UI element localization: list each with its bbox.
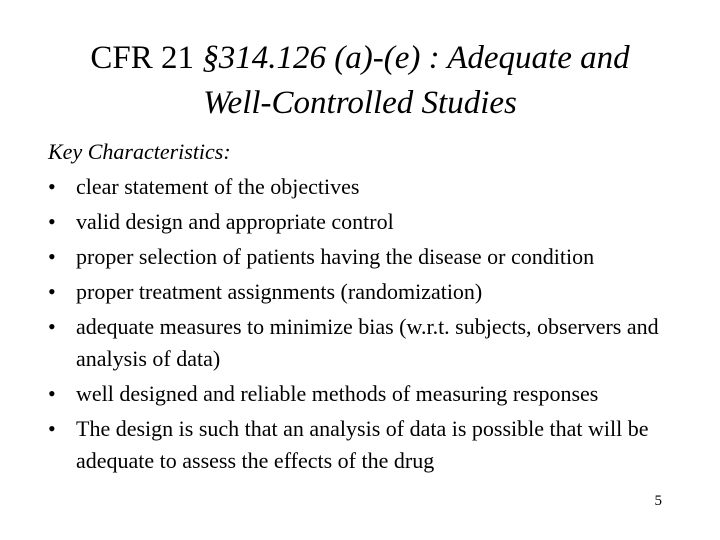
bullet-icon: • [48, 244, 56, 269]
bullet-icon: • [48, 314, 56, 339]
slide-body [48, 136, 688, 480]
page-number: 5 [654, 493, 662, 509]
bullet-item [48, 378, 688, 410]
bullet-text: clear statement of the objectives [76, 174, 360, 199]
bullet-icon: • [48, 416, 56, 441]
bullet-icon: • [48, 279, 56, 304]
bullet-icon: • [48, 209, 56, 234]
title-emphasis: §314.126 (a)-(e) : Adequate and [202, 40, 630, 76]
bullet-text: adequate measures to minimize bias (w.r.t. subjects, observers and analysis of data) [76, 314, 659, 371]
bullet-text: well designed and reliable methods of measuring responses [76, 381, 599, 406]
bullet-text: The design is such that an analysis of data is possible that will be adequate to assess the effects of the drug [76, 416, 649, 473]
bullet-icon: • [48, 381, 56, 406]
bullet-item [48, 241, 688, 273]
bullet-item [48, 206, 688, 238]
bullet-item [48, 413, 688, 477]
bullet-item [48, 171, 688, 203]
title-prefix: CFR 21 [90, 40, 203, 76]
title-line-2: Well-Controlled Studies [203, 85, 517, 121]
bullet-icon: • [48, 174, 56, 199]
bullet-item [48, 311, 688, 375]
key-characteristics-heading: Key Characteristics: [48, 139, 231, 164]
slide-title [20, 36, 700, 126]
bullet-list [48, 171, 688, 477]
bullet-text: proper treatment assignments (randomization) [76, 279, 483, 304]
bullet-text: proper selection of patients having the disease or condition [76, 244, 595, 269]
title-line-1 [20, 36, 700, 81]
bullet-text: valid design and appropriate control [76, 209, 394, 234]
bullet-item [48, 276, 688, 308]
